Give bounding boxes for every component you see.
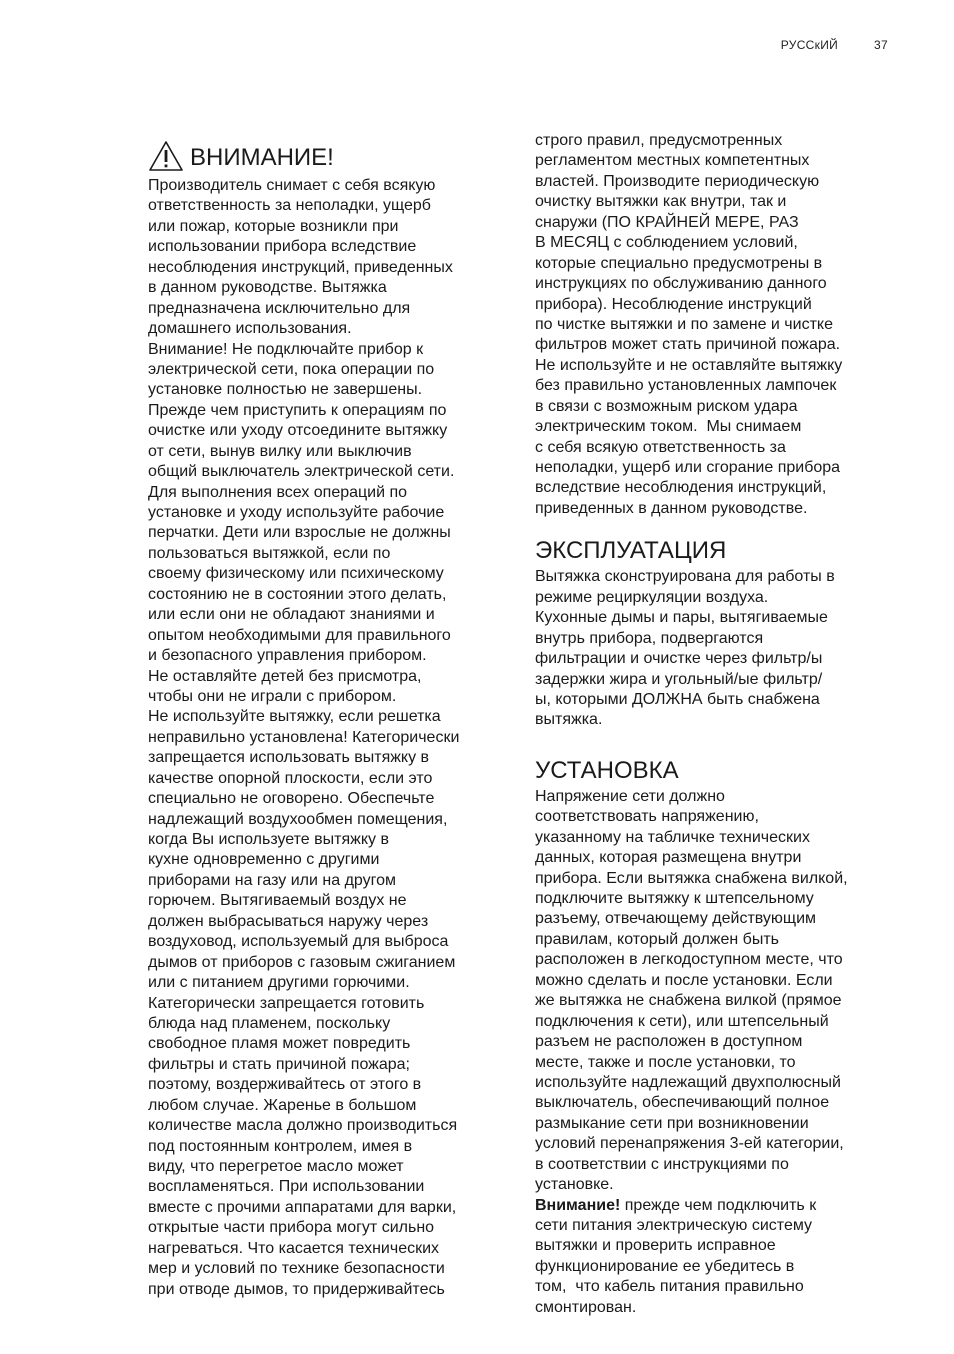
text-line: смонтирован. bbox=[535, 1298, 637, 1316]
text-line: пользоваться вытяжкой, если по bbox=[148, 544, 391, 562]
text-line: или с питанием другими горючими. bbox=[148, 974, 410, 992]
text-line: ответственность за неполадки, ущерб bbox=[148, 197, 431, 215]
text-line: своему физическому или психическому bbox=[148, 565, 444, 583]
right-column bbox=[535, 131, 895, 1318]
installation-note-bold: Внимание! bbox=[535, 1196, 621, 1214]
text-line: нагреваться. Что касается технических bbox=[148, 1239, 440, 1257]
text-line: надлежащий воздухообмен помещения, bbox=[148, 810, 448, 828]
text-line: Напряжение сети должно bbox=[535, 787, 725, 805]
text-line: под постоянным контролем, имея в bbox=[148, 1137, 413, 1155]
text-line: ы, которыми ДОЛЖНА быть снабжена bbox=[535, 690, 820, 708]
text-line: при отводе дымов, то придерживайтесь bbox=[148, 1280, 445, 1298]
text-line: Для выполнения всех операций по bbox=[148, 483, 408, 501]
text-line: виду, что перегретое масло может bbox=[148, 1158, 404, 1175]
text-line: вследствие несоблюдения инструкций, bbox=[535, 479, 827, 497]
text-line: Вытяжка сконструирована для работы в bbox=[535, 568, 835, 586]
text-line: том, что кабель питания правильно bbox=[535, 1278, 804, 1296]
operation-heading bbox=[535, 537, 895, 565]
text-line: которые специально предусмотрены в bbox=[535, 254, 823, 272]
text-line: Кухонные дымы и пары, вытягиваемые bbox=[535, 609, 828, 627]
text-line: мер и условий по технике безопасности bbox=[148, 1260, 445, 1278]
text-line: без правильно установленных лампочек bbox=[535, 377, 837, 395]
text-line: Не используйте вытяжку, если решетка bbox=[148, 708, 441, 726]
installation-heading bbox=[535, 757, 895, 785]
text-line: Внимание! Не подключайте прибор к bbox=[148, 340, 424, 358]
text-line: электрической сети, пока операции по bbox=[148, 360, 435, 378]
text-line: запрещается использовать вытяжку в bbox=[148, 749, 430, 767]
text-line: данных, которая размещена внутри bbox=[535, 849, 802, 867]
text-line: свободное пламя может повредить bbox=[148, 1035, 411, 1053]
text-line: Категорически запрещается готовить bbox=[148, 994, 425, 1012]
text-line: Не используйте и не оставляйте вытяжку bbox=[535, 356, 843, 374]
text-line: очистке или уходу отсоедините вытяжку bbox=[148, 422, 448, 440]
warning-heading bbox=[148, 140, 508, 172]
text-line: прибора). Несоблюдение инструкций bbox=[535, 295, 812, 313]
text-line: функционирование ее убедитесь в bbox=[535, 1257, 795, 1275]
left-column bbox=[148, 140, 508, 1300]
text-line: или пожар, которые возникли при bbox=[148, 217, 399, 235]
text-line: приведенных в данном руководстве. bbox=[535, 499, 808, 517]
text-line: строго правил, предусмотренных bbox=[535, 132, 783, 149]
text-line: количестве масла должно производиться bbox=[148, 1117, 458, 1135]
text-line: выключатель, обеспечивающий полное bbox=[535, 1094, 830, 1112]
text-line: несоблюдения инструкций, приведенных bbox=[148, 258, 453, 276]
installation-title: УСТАНОВКА bbox=[535, 756, 679, 784]
text-line: Производитель снимает с себя всякую bbox=[148, 177, 436, 194]
text-line: качестве опорной плоскости, если это bbox=[148, 769, 433, 787]
language-label: РУССкИЙ bbox=[780, 38, 839, 52]
text-line: предназначена исключительно для bbox=[148, 299, 411, 317]
text-line: чтобы они не играли с прибором. bbox=[148, 687, 397, 705]
text-line: горючем. Вытягиваемый воздух не bbox=[148, 892, 407, 910]
text-line: блюда над пламенем, поскольку bbox=[148, 1014, 391, 1032]
text-line: можно сделать и после установки. Если bbox=[535, 971, 833, 989]
text-line: условий перенапряжения 3-ей категории, bbox=[535, 1135, 844, 1153]
text-line: вместе с прочими аппаратами для варки, bbox=[148, 1198, 457, 1216]
text-line: опытом необходимыми для правильного bbox=[148, 626, 451, 644]
text-line: установке полностью не завершены. bbox=[148, 381, 423, 399]
text-line: подключите вытяжку к штепсельному bbox=[535, 890, 814, 907]
operation-text bbox=[535, 567, 895, 731]
text-line: размыкание сети при возникновении bbox=[535, 1114, 809, 1132]
text-line: используйте надлежащий двухполюсный bbox=[535, 1073, 841, 1091]
text-line: когда Вы используете вытяжку в bbox=[148, 831, 389, 848]
text-line: фильтров может стать причиной пожара. bbox=[535, 336, 841, 354]
text-line: неполадки, ущерб или сгорание прибора bbox=[535, 459, 841, 476]
text-line: регламентом местных компетентных bbox=[535, 152, 810, 170]
text-line: в связи с возможным риском удара bbox=[535, 397, 798, 415]
page-header bbox=[781, 38, 888, 52]
installation-section bbox=[535, 757, 895, 1318]
text-line: использовании прибора вследствие bbox=[148, 238, 417, 256]
text-line: электрическим током. Мы снимаем bbox=[535, 418, 802, 436]
text-line: установке и уходу используйте рабочие bbox=[148, 504, 445, 521]
operation-section bbox=[535, 537, 895, 731]
warning-text-continued bbox=[535, 131, 895, 519]
text-line: общий выключатель электрической сети. bbox=[148, 463, 455, 481]
text-line: Прежде чем приступить к операциям по bbox=[148, 401, 447, 419]
text-line: прибора. Если вытяжка снабжена вилкой, bbox=[535, 869, 848, 887]
text-line: В МЕСЯЦ с соблюдением условий, bbox=[535, 234, 798, 252]
text-line: расположен в легкодоступном месте, что bbox=[535, 951, 843, 969]
text-line: воспламеняться. При использовании bbox=[148, 1178, 425, 1196]
text-line: в данном руководстве. Вытяжка bbox=[148, 279, 387, 297]
text-line: месте, также и после установки, то bbox=[535, 1053, 796, 1071]
page-number: 37 bbox=[874, 38, 888, 52]
text-line: Не оставляйте детей без присмотра, bbox=[148, 667, 422, 685]
installation-text bbox=[535, 787, 895, 1196]
text-line: соответствовать напряжению, bbox=[535, 808, 759, 826]
installation-note-text bbox=[535, 1216, 895, 1318]
text-line: приборами на газу или на другом bbox=[148, 871, 396, 889]
text-line: снаружи (ПО КРАЙНЕЙ МЕРЕ, РАЗ bbox=[535, 213, 799, 231]
text-line: неправильно установлена! Категорически bbox=[148, 728, 460, 746]
installation-note-line bbox=[535, 1196, 895, 1216]
text-line: поэтому, воздерживайтесь от этого в bbox=[148, 1076, 422, 1094]
text-line: или если они не обладают знаниями и bbox=[148, 606, 435, 624]
text-line: же вытяжка не снабжена вилкой (прямое bbox=[535, 992, 842, 1010]
text-line: кухне одновременно с другими bbox=[148, 851, 380, 869]
text-line: по чистке вытяжки и по замене и чистке bbox=[535, 315, 833, 333]
warning-text bbox=[148, 176, 508, 1300]
text-line: в соответствии с инструкциями по bbox=[535, 1155, 789, 1173]
text-line: сети питания электрическую систему bbox=[535, 1217, 813, 1234]
text-line: внутрь прибора, подвергаются bbox=[535, 629, 764, 647]
text-line: любом случае. Жаренье в большом bbox=[148, 1096, 417, 1114]
text-line: специально не оговорено. Обеспечьте bbox=[148, 790, 435, 808]
text-line: очистку вытяжки как внутри, так и bbox=[535, 193, 787, 211]
text-line: вытяжка. bbox=[535, 711, 603, 729]
text-line: задержки жира и угольный/ые фильтр/ bbox=[535, 670, 823, 688]
text-line: вытяжки и проверить исправное bbox=[535, 1237, 776, 1255]
operation-title: ЭКСПЛУАТАЦИЯ bbox=[535, 537, 727, 565]
text-line: воздуховод, используемый для выброса bbox=[148, 933, 449, 951]
installation-note-rest: прежде чем подключить к bbox=[620, 1196, 817, 1214]
text-line: дымов от приборов с газовым сжиганием bbox=[148, 953, 456, 971]
text-line: от сети, вынув вилку или выключив bbox=[148, 442, 412, 460]
text-line: открытые части прибора могут сильно bbox=[148, 1219, 435, 1237]
text-line: разъем не расположен в доступном bbox=[535, 1033, 803, 1051]
text-line: фильтрации и очистке через фильтр/ы bbox=[535, 650, 823, 668]
text-line: с себя всякую ответственность за bbox=[535, 438, 786, 456]
warning-title: ВНИМАНИЕ! bbox=[190, 144, 334, 171]
text-line: инструкциях по обслуживанию данного bbox=[535, 275, 827, 293]
text-line: должен выбрасываться наружу через bbox=[148, 912, 429, 930]
text-line: домашнего использования. bbox=[148, 320, 352, 338]
text-line: состоянию не в состоянии этого делать, bbox=[148, 585, 447, 603]
text-line: правилам, который должен быть bbox=[535, 930, 780, 948]
text-line: указанному на табличке технических bbox=[535, 828, 810, 846]
text-line: установке. bbox=[535, 1176, 614, 1194]
text-line: властей. Производите периодическую bbox=[535, 172, 820, 190]
text-line: разъему, отвечающему действующим bbox=[535, 910, 817, 928]
warning-triangle-icon bbox=[148, 140, 184, 172]
text-line: режиме рециркуляции воздуха. bbox=[535, 588, 769, 606]
text-line: перчатки. Дети или взрослые не должны bbox=[148, 524, 451, 542]
text-line: и безопасного управления прибором. bbox=[148, 647, 427, 665]
text-line: фильтры и стать причиной пожара; bbox=[148, 1055, 410, 1073]
text-line: подключения к сети), или штепсельный bbox=[535, 1012, 829, 1030]
